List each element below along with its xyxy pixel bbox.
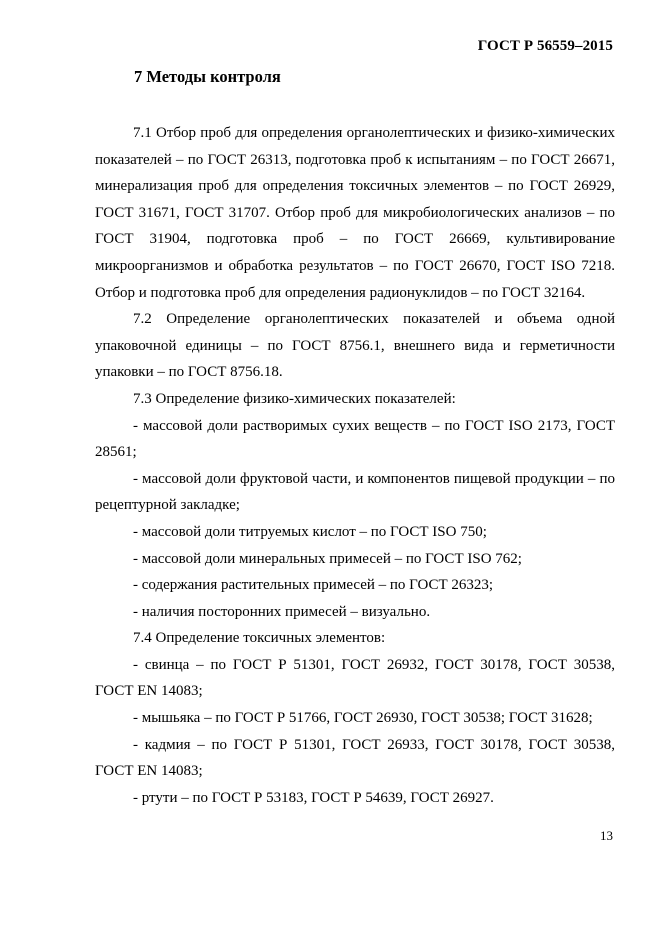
list-item-cadmium: - кадмия – по ГОСТ Р 51301, ГОСТ 26933, ГОСТ 30178, ГОСТ 30538, ГОСТ EN 14083; [95,736,615,780]
page-number: 13 [600,828,613,843]
document-standard-id: ГОСТ Р 56559–2015 [477,38,613,54]
list-item-arsenic: - мышьяка – по ГОСТ Р 51766, ГОСТ 26930, ГОСТ 30538; ГОСТ 31628; [133,710,593,727]
paragraph-7-3: 7.3 Определение физико-химических показателей: [133,390,456,407]
list-item-soluble-solids: - массовой доли растворимых сухих веществ – по ГОСТ ISO 2173, ГОСТ 28561; [95,417,615,461]
list-item-titratable-acids: - массовой доли титруемых кислот – по ГОСТ ISO 750; [133,523,487,540]
list-item-mercury: - ртути – по ГОСТ Р 53183, ГОСТ Р 54639, ГОСТ 26927. [133,789,494,806]
paragraph-7-1: 7.1 Отбор проб для определения органолептических и физико-химических показателей – по ГОСТ 26313, подготовка проб к испытаниям – по ГОСТ 26671, минерализация проб для определения токсичных элементов – по ГОСТ 26929, ГОСТ 31671, ГОСТ 31707. Отбор проб для микробиологических анализов – по ГОСТ 31904, подготовка проб – по ГОСТ 26669, культивирование микроорганизмов и обработка результатов – по ГОСТ 26670, ГОСТ ISO 7218. Отбор и подготовка проб для определения радионуклидов – по ГОСТ 32164. [95,125,615,301]
paragraph-7-2: 7.2 Определение органолептических показателей и объема одной упаковочной единицы – по ГОСТ 8756.1, внешнего вида и герметичности упаковки – по ГОСТ 8756.18. [95,311,615,381]
list-item-plant-impurities: - содержания растительных примесей – по ГОСТ 26323; [133,577,494,594]
paragraph-7-4: 7.4 Определение токсичных элементов: [133,630,386,647]
list-item-mineral-impurities: - массовой доли минеральных примесей – по ГОСТ ISO 762; [133,550,522,567]
list-item-foreign-impurities: - наличия посторонних примесей – визуально. [133,603,431,620]
section-body [95,120,615,811]
list-item-lead: - свинца – по ГОСТ Р 51301, ГОСТ 26932, ГОСТ 30178, ГОСТ 30538, ГОСТ EN 14083; [95,656,615,700]
list-item-fruit-part: - массовой доли фруктовой части, и компонентов пищевой продукции – по рецептурной закладке; [95,470,615,514]
section-title: 7 Методы контроля [134,67,281,86]
